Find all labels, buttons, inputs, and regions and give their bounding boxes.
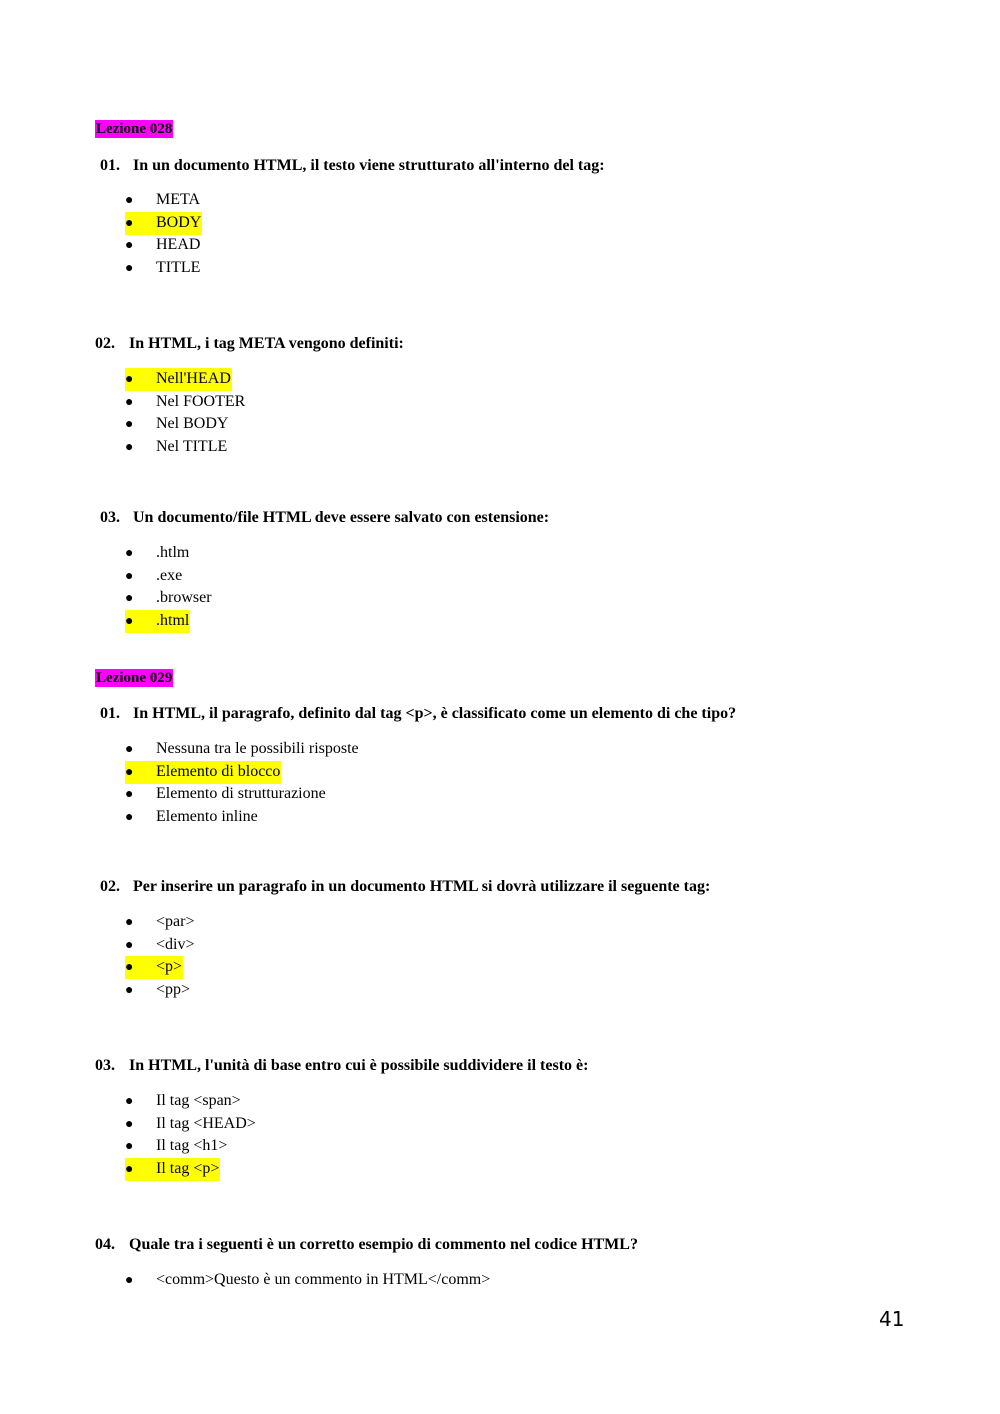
answer-list: [125, 738, 360, 828]
answer-text: Elemento inline: [156, 807, 258, 825]
question-number: 03.: [95, 1057, 115, 1074]
question: [100, 877, 710, 897]
bullet-icon: ●: [125, 417, 134, 432]
question: [100, 508, 549, 528]
bullet-icon: ●: [125, 215, 134, 231]
answer-list: [125, 1090, 257, 1180]
question-text: In un documento HTML, il testo viene strutturato all'interno del tag:: [133, 157, 605, 174]
question-number: 01.: [100, 157, 120, 174]
answer-text: .html: [156, 611, 190, 629]
answer-text: <comm>Questo è un commento in HTML</comm>: [156, 1271, 491, 1288]
answer-item: [125, 911, 196, 934]
answer-item-correct: [125, 761, 360, 784]
answer-item: [125, 1090, 257, 1113]
lesson-title: Lezione 028: [96, 121, 173, 137]
bullet-icon: ●: [125, 591, 134, 606]
answer-item-correct: [125, 610, 213, 633]
question-text: In HTML, l'unità di base entro cui è possibile suddividere il testo è:: [129, 1057, 589, 1074]
answer-list: [125, 911, 196, 1001]
bullet-icon: ●: [125, 546, 134, 561]
answer-text: META: [156, 191, 201, 208]
answer-item: [125, 1135, 257, 1158]
answer-text: <pp>: [156, 980, 191, 998]
question-text: In HTML, il paragrafo, definito dal tag <p>, è classificato come un elemento di che tipo?: [133, 705, 737, 722]
bullet-icon: ●: [125, 764, 134, 780]
answer-item: [125, 257, 202, 280]
answer-item: [125, 979, 196, 1002]
answer-item-correct: [125, 1158, 257, 1181]
answer-text: Il tag <span>: [156, 1092, 241, 1109]
bullet-icon: ●: [125, 1139, 134, 1154]
question-number: 02.: [100, 878, 120, 895]
bullet-icon: ●: [125, 787, 134, 802]
answer-item: [125, 738, 360, 761]
answer-text: .browser: [156, 589, 212, 606]
answer-text: HEAD: [156, 236, 201, 253]
question-number: 02.: [95, 335, 115, 352]
answer-item: [125, 436, 246, 459]
bullet-icon: ●: [125, 937, 134, 953]
answer-text: Il tag <h1>: [156, 1137, 228, 1154]
bullet-icon: ●: [125, 568, 134, 584]
answer-item: [125, 1269, 491, 1292]
bullet-icon: ●: [125, 193, 134, 208]
bullet-icon: ●: [125, 982, 134, 998]
lesson-title: Lezione 029: [96, 670, 173, 686]
bullet-icon: ●: [125, 915, 134, 930]
bullet-icon: ●: [125, 809, 134, 825]
bullet-icon: ●: [125, 238, 134, 253]
answer-text: <par>: [156, 913, 195, 930]
answer-item-correct: [125, 956, 196, 979]
question: [95, 334, 404, 354]
answer-text: Elemento di strutturazione: [156, 785, 326, 802]
answer-item: [125, 806, 360, 829]
answer-item: [125, 1113, 257, 1136]
question-text: Quale tra i seguenti è un corretto esempio di commento nel codice HTML?: [129, 1236, 638, 1253]
answer-item: [125, 413, 246, 436]
answer-item: [125, 587, 213, 610]
answer-item: [125, 783, 360, 806]
answer-item: [125, 934, 196, 957]
bullet-icon: ●: [125, 960, 134, 975]
answer-text: BODY: [156, 213, 202, 231]
bullet-icon: ●: [125, 1094, 134, 1109]
bullet-icon: ●: [125, 394, 134, 410]
bullet-icon: ●: [125, 260, 134, 276]
bullet-icon: ●: [125, 613, 134, 629]
question-number: 04.: [95, 1236, 115, 1253]
answer-text: Il tag <p>: [156, 1159, 220, 1177]
answer-text: .exe: [156, 566, 183, 584]
answer-text: <p>: [156, 958, 183, 975]
answer-text: Il tag <HEAD>: [156, 1114, 256, 1132]
bullet-icon: ●: [125, 1116, 134, 1132]
answer-item-correct: [125, 212, 202, 235]
question: [95, 1056, 588, 1076]
answer-item: [125, 565, 213, 588]
answer-list: [125, 1269, 491, 1292]
answer-list: [125, 189, 202, 279]
question-number: 03.: [100, 509, 120, 526]
answer-text: Nessuna tra le possibili risposte: [156, 740, 359, 757]
bullet-icon: ●: [125, 372, 134, 387]
answer-text: Nel FOOTER: [156, 392, 246, 410]
question-text: In HTML, i tag META vengono definiti:: [129, 335, 404, 352]
answer-item-correct: [125, 368, 246, 391]
bullet-icon: ●: [125, 742, 134, 757]
bullet-icon: ●: [125, 439, 134, 455]
answer-text: .htlm: [156, 544, 190, 561]
answer-item: [125, 542, 213, 565]
answer-text: Elemento di blocco: [156, 762, 281, 780]
question: [100, 156, 605, 176]
page-number: 41: [879, 1307, 905, 1331]
question-text: Per inserire un paragrafo in un documento HTML si dovrà utilizzare il seguente tag:: [133, 878, 711, 895]
answer-text: Nel TITLE: [156, 437, 228, 455]
question: [100, 704, 736, 724]
answer-item: [125, 391, 246, 414]
bullet-icon: ●: [125, 1161, 134, 1177]
answer-item: [125, 189, 202, 212]
answer-item: [125, 234, 202, 257]
bullet-icon: ●: [125, 1273, 134, 1288]
answer-text: TITLE: [156, 258, 201, 276]
answer-text: <div>: [156, 935, 195, 953]
answer-text: Nell'HEAD: [156, 370, 231, 387]
question: [95, 1235, 638, 1255]
question-text: Un documento/file HTML deve essere salvato con estensione:: [133, 509, 550, 526]
answer-list: [125, 542, 213, 632]
answer-list: [125, 368, 246, 458]
question-number: 01.: [100, 705, 120, 722]
answer-text: Nel BODY: [156, 415, 229, 432]
